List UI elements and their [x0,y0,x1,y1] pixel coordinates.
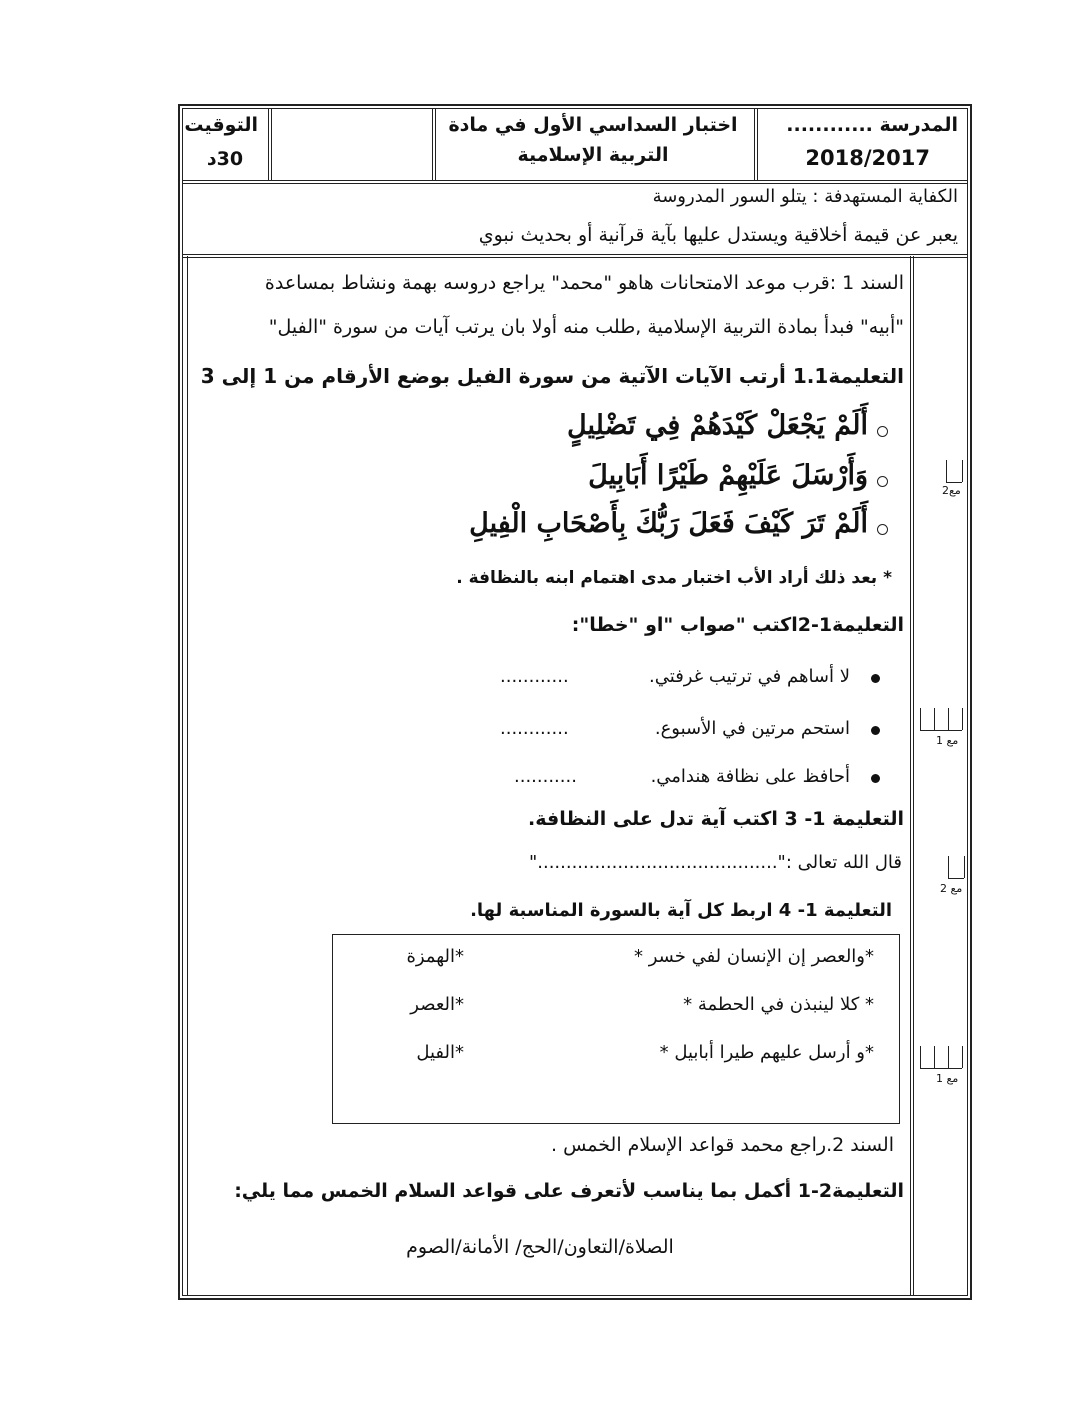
answer-blank[interactable]: ............ [500,718,569,739]
mark-box-3 [940,856,968,900]
timing-value: 30د [206,148,244,170]
section2-context: السند 2.راجع محمد قواعد الإسلام الخمس . [550,1134,894,1156]
answer-blank[interactable]: ........... [514,766,577,787]
answer-blank[interactable]: ............ [500,666,569,687]
exam-title-line2: التربية الإسلامية [517,144,669,166]
statement-text: لا أساهم في ترتيب غرفتي. [649,666,850,687]
competency-line2: يعبر عن قيمة أخلاقية ويستدل عليها بآية قرآنية أو بحديث نبوي [478,224,958,246]
section2-options: الصلاة/التعاون/الحج/ الأمانة/الصوم [406,1236,674,1258]
section1-note: * بعد ذلك أراد الأب اختبار مدى اهتمام ابنه بالنظافة . [456,568,892,588]
quote-line[interactable]: قال الله تعالى :".........................................." [528,852,902,873]
statement-row [500,762,880,796]
ayah-text: أَلَمْ تَرَ كَيْفَ فَعَلَ رَبُّكَ بِأَصْحَابِ الْفِيلِ [469,508,868,539]
circle-bullet-icon [877,426,888,437]
ayah-text: وَأَرْسَلَ عَلَيْهِمْ طَيْرًا أَبَابِيلَ [588,460,868,491]
bullet-icon [871,726,880,735]
mark-box-4 [916,1046,968,1092]
timing-label: التوقيت [184,114,258,136]
competency-line1: الكفاية المستهدفة : يتلو السور المدروسة [652,186,958,207]
matching-ayah: * كلا لينبذن في الحطمة * [683,994,874,1015]
school-label: المدرسة ............ [786,114,958,136]
matching-surah: *العصر [410,994,464,1015]
instruction-1-1: التعليمة1.1 أرتب الآيات الآتية من سورة الفيل بوضع الأرقام من 1 إلى 3 [200,364,904,388]
mark-label: مع 2 [940,882,963,895]
marks-column-divider [910,256,914,1296]
school-year: 2018/2017 [805,146,930,170]
matching-surah: *الهمزة [406,946,464,967]
statement-text: استحم مرتين في الأسبوع. [654,718,850,739]
ayah-item [560,408,880,452]
matching-ayah: *والعصر إن الإنسان لفي خسر * [634,946,874,967]
circle-bullet-icon [877,524,888,535]
header-divider-2 [432,108,436,180]
mark-label: مع 1 [936,1072,959,1085]
header-divider-3 [754,108,758,180]
statement-row [490,662,880,696]
bullet-icon [871,674,880,683]
ayah-item [469,504,880,548]
circle-bullet-icon [877,476,888,487]
instruction-1-4: التعليمة 1- 4 اربط كل آية بالسورة المناسبة لها. [470,900,892,921]
mark-box-1 [944,460,966,502]
instruction-2-1: التعليمة2-1 أكمل بما يناسب لأتعرف على قواعد السلام الخمس مما يلي: [234,1180,904,1202]
competency-bottom-border [182,254,968,258]
mark-box-2 [916,708,968,754]
bullet-icon [871,774,880,783]
section1-context-line1: السند 1 :قرب موعد الامتحانات هاهو "محمد" يراجع دروسه بهمة ونشاط بمساعدة [264,272,904,294]
header-divider-1 [268,108,272,180]
mark-label: مع2 [942,484,961,497]
mark-label: مع 1 [936,734,959,747]
left-inner-border [187,256,188,1296]
matching-surah: *الفيل [416,1042,464,1063]
statement-text: أحافظ على نظافة هندامي. [650,766,850,787]
instruction-1-3: التعليمة 1- 3 اكتب آية تدل على النظافة. [528,808,904,830]
exam-title-line1: اختبار السداسي الأول في مادة [448,114,738,136]
matching-ayah: *و أرسل عليهم طيرا أبابيل * [659,1042,874,1063]
instruction-1-2: التعليمة1-2اكتب "صواب "او "خطا": [571,614,904,636]
header-bottom-border [182,180,968,184]
ayah-item [560,456,880,500]
statement-row [490,714,880,748]
ayah-text: أَلَمْ يَجْعَلْ كَيْدَهُمْ فِي تَضْلِيلٍ [567,410,868,441]
section1-context-line2: "أبيه" فبدأ بمادة التربية الإسلامية ,طلب منه أولا بان يرتب آيات من سورة "الفيل" [268,316,904,338]
